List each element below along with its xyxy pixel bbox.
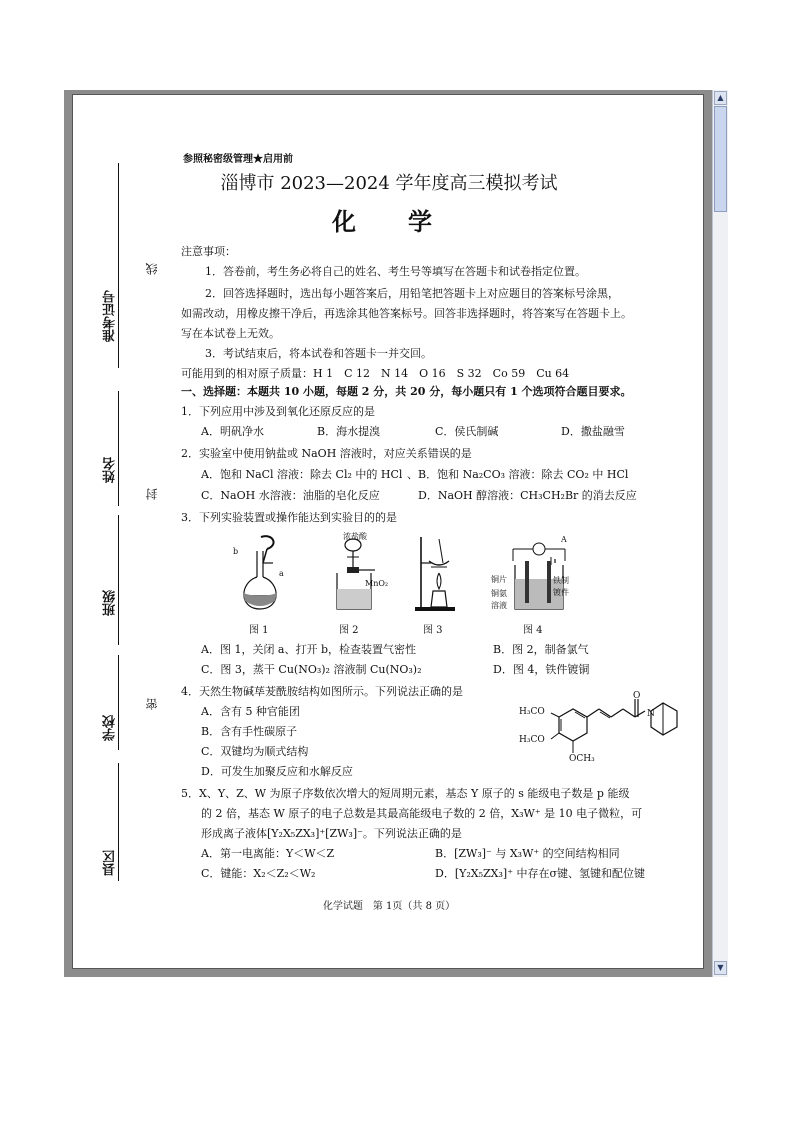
section-heading: 一、选择题：本题共 10 小题，每题 2 分，共 20 分，每小题只有 1 个选项符合题目要求。	[181, 385, 632, 398]
label-iron: 镀件	[553, 588, 569, 597]
figure-caption: 图 3	[423, 625, 443, 636]
figure-caption: 图 1	[249, 625, 269, 636]
option-d: D．可发生加聚反应和水解反应	[201, 765, 353, 778]
option-b: B．海水提溴	[317, 425, 381, 438]
scroll-up-button[interactable]: ▲	[714, 91, 727, 105]
seal-mark-seal: 封	[145, 488, 159, 500]
sidebar-label-school: 学校	[103, 715, 118, 741]
page-footer: 化学试题 第 1页（共 8 页）	[322, 901, 456, 912]
notice-item: 2．回答选择题时，选出每小题答案后，用铅笔把答题卡上对应题目的答案标号涂黑，	[205, 287, 619, 300]
option-a: A．图 1，关闭 a、打开 b，检查装置气密性	[201, 643, 417, 656]
option-d: D．图 4，铁件镀铜	[493, 663, 590, 676]
question-stem: 的 2 倍，基态 W 原子的电子总数是其最高能级电子数的 2 倍，X₃W⁺ 是 10 电子微粒，可	[201, 807, 643, 820]
sidebar-line	[118, 391, 119, 506]
option-c: C．NaOH 水溶液：油脂的皂化反应	[201, 489, 380, 502]
question-stem: 4．天然生物碱荜茇酰胺结构如图所示。下列说法正确的是	[181, 685, 463, 698]
option-d: D．NaOH 醇溶液：CH₃CH₂Br 的消去反应	[418, 489, 637, 502]
seal-mark-line: 线	[145, 263, 159, 275]
figure-1-flask	[233, 533, 293, 613]
sidebar-line	[118, 763, 119, 881]
notice-item: 1．答卷前，考生务必将自己的姓名、考生号等填写在答题卡和试卷指定位置。	[205, 265, 586, 278]
question-stem: 2．实验室中使用钠盐或 NaOH 溶液时，对应关系错误的是	[181, 447, 472, 460]
subject-title: 化 学	[332, 207, 446, 236]
option-d: D．撒盐融雪	[561, 425, 625, 438]
option-b: B．图 2，制备氯气	[493, 643, 589, 656]
notice-heading: 注意事项：	[181, 245, 236, 258]
question-stem: 5．X、Y、Z、W 为原子序数依次增大的短周期元素，基态 Y 原子的 s 能级电子数是 p 能级	[181, 787, 630, 800]
label-copper: 铜片	[491, 575, 507, 584]
question-stem: 3．下列实验装置或操作能达到实验目的的是	[181, 511, 397, 524]
figure-3-evaporation	[413, 533, 459, 613]
option-c: C．双键均为顺式结构	[201, 745, 309, 758]
option-b: B．[ZW₃]⁻ 与 X₃W⁺ 的空间结构相同	[435, 847, 620, 860]
document-viewer	[64, 90, 728, 977]
option-c: C．侯氏制碱	[435, 425, 499, 438]
vertical-scrollbar[interactable]	[712, 90, 728, 977]
figure-caption: 图 2	[339, 625, 359, 636]
structure-label: H₃CO	[519, 735, 545, 745]
label-iron: 铁制	[553, 576, 569, 585]
exam-title: 淄博市 2023—2024 学年度高三模拟考试	[220, 173, 558, 194]
notice-item: 3．考试结束后，将本试卷和答题卡一并交回。	[205, 347, 432, 360]
confidential-label: 参照秘密级管理★启用前	[183, 154, 293, 165]
figure-2-chlorine-generator	[327, 537, 387, 613]
seal-mark-secret: 密	[145, 698, 159, 710]
option-c: C．图 3，蒸干 Cu(NO₃)₂ 溶液制 Cu(NO₃)₂	[201, 663, 422, 676]
option-c: C．键能：X₂＜Z₂＜W₂	[201, 867, 316, 880]
question-stem: 1．下列应用中涉及到氧化还原反应的是	[181, 405, 375, 418]
structure-label: O	[633, 691, 641, 701]
label-a: a	[279, 569, 284, 578]
sidebar-line	[118, 655, 119, 750]
sidebar-label-exam-number: 准考证号	[103, 290, 118, 342]
sidebar-label-district: 县区	[103, 850, 118, 876]
label-acid: 浓盐酸	[343, 532, 367, 541]
figure-caption: 图 4	[523, 625, 543, 636]
label-solution: 溶液	[491, 601, 507, 610]
notice-item: 如需改动，用橡皮擦干净后，再选涂其他答案标号。回答非选择题时，将答案写在答题卡上。	[181, 307, 632, 320]
question-stem: 形成离子液体[Y₂X₅ZX₃]⁺[ZW₃]⁻。下列说法正确的是	[201, 827, 462, 840]
label-ammeter: A	[561, 535, 567, 544]
atomic-masses: 可能用到的相对原子质量：H 1 C 12 N 14 O 16 S 32 Co 59 Cu 64	[181, 367, 570, 380]
exam-page	[72, 94, 704, 969]
label-b: b	[233, 547, 239, 556]
sidebar-label-class: 班级	[103, 590, 118, 616]
option-a: A．饱和 NaCl 溶液：除去 Cl₂ 中的 HCl	[201, 468, 403, 481]
scroll-down-button[interactable]: ▼	[714, 961, 727, 975]
structure-label: OCH₃	[569, 754, 595, 764]
label-solution: 铜氨	[491, 589, 507, 598]
sidebar-line	[118, 515, 119, 645]
option-d: D．[Y₂X₅ZX₃]⁺ 中存在σ键、氢键和配位键	[435, 867, 646, 880]
structure-label: N	[647, 709, 655, 719]
structure-label: H₃CO	[519, 707, 545, 717]
scroll-thumb[interactable]	[714, 106, 727, 212]
option-a: A．第一电离能：Y＜W＜Z	[201, 847, 335, 860]
option-b: B．含有手性碳原子	[201, 725, 298, 738]
label-mno2: MnO₂	[365, 579, 389, 588]
option-b: 、B．饱和 Na₂CO₃ 溶液：除去 CO₂ 中 HCl	[407, 468, 629, 481]
option-a: A．明矾净水	[201, 425, 264, 438]
option-a: A．含有 5 种官能团	[201, 705, 300, 718]
notice-item: 写在本试卷上无效。	[181, 327, 280, 340]
sidebar-label-name: 姓名	[103, 457, 118, 483]
